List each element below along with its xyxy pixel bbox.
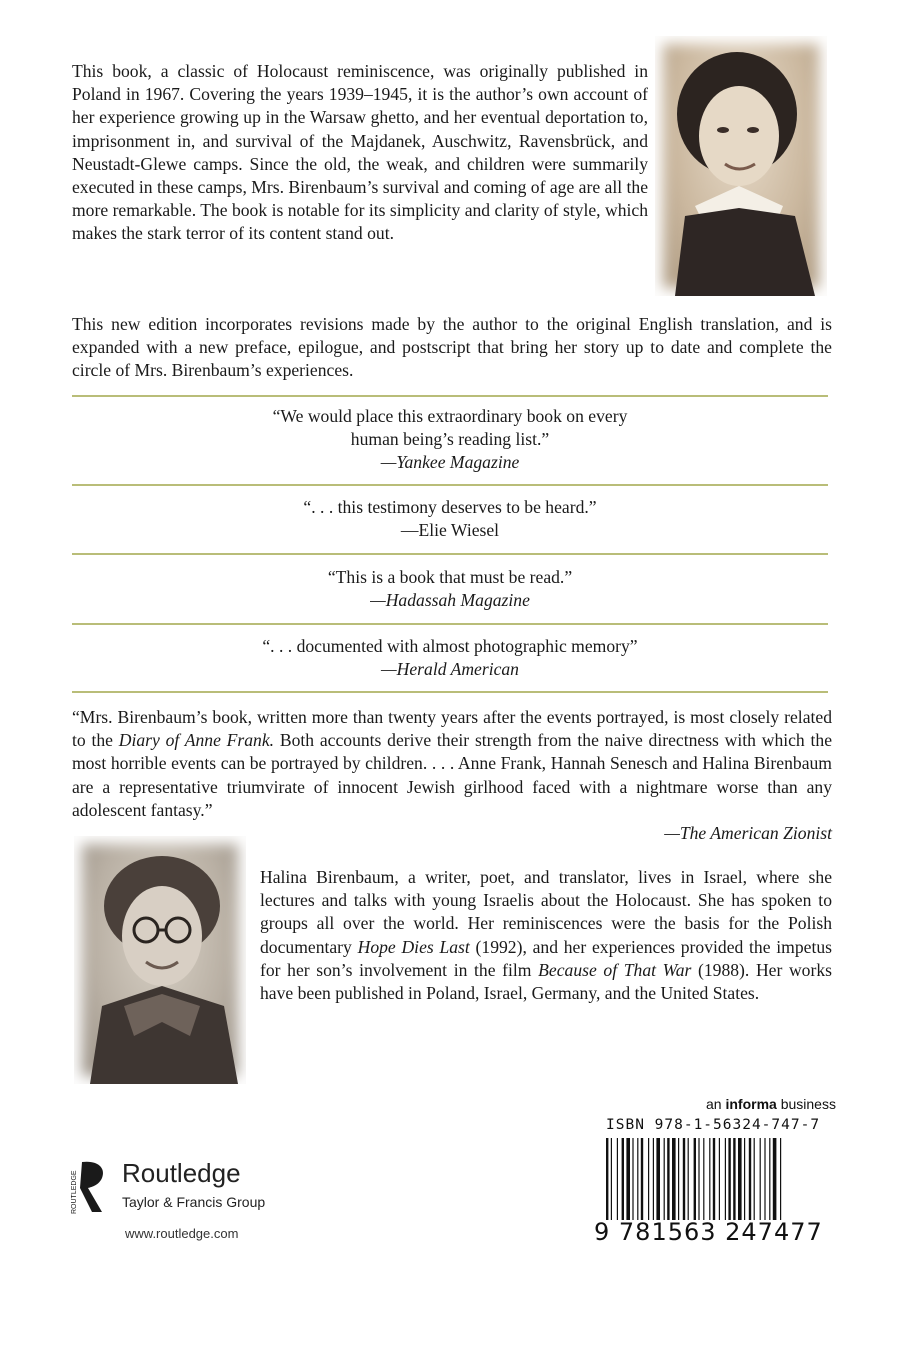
informa-tagline <box>706 1096 836 1112</box>
barcode-bar <box>738 1138 742 1220</box>
quote-text: “. . . documented with almost photographic memory” <box>262 636 638 656</box>
author-photo <box>74 836 246 1084</box>
quote-text: human being’s reading list.” <box>350 429 550 449</box>
divider-rule <box>72 691 828 693</box>
barcode-bar <box>773 1138 777 1220</box>
quote-source: —Hadassah Magazine <box>370 590 530 610</box>
barcode-bar <box>749 1138 751 1220</box>
quote-block <box>72 566 828 612</box>
quote-block <box>72 405 828 474</box>
barcode-bar <box>725 1138 726 1220</box>
barcode-bar <box>632 1138 633 1220</box>
film-title: Hope Dies Last <box>357 936 470 957</box>
barcode-bar <box>606 1138 608 1220</box>
routledge-vertical-text: ROUTLEDGE <box>71 1170 78 1214</box>
barcode-bar <box>719 1138 720 1220</box>
divider-rule <box>72 395 828 397</box>
edition-paragraph: This new edition incorporates revisions made by the author to the original English translation, and is expanded with a new preface, epilogue, and postscript that bring her story up to date and complete the circle of Mrs. Birenbaum’s experiences. <box>72 314 832 381</box>
barcode-bar <box>656 1138 660 1220</box>
barcode-bar <box>713 1138 715 1220</box>
intro-paragraph: This book, a classic of Holocaust reminiscence, was originally published in Poland in 1967. Covering the years 1939–1945, it is the author’s own account of her experience growing up in the Warsaw ghetto, and her eventual deportation to, imprisonment in, and survival of the Majdanek, Auschwitz, Ravensbrück, and Neustadt-Glewe camps. Since the old, the weak, and children were summarily executed in these camps, Mrs. Birenbaum’s survival and coming of age are all the more remarkable. The book is notable for its simplicity and clarity of style, which makes the stark terror of its content stand out. <box>72 61 649 244</box>
barcode-bar <box>733 1138 735 1220</box>
barcode-bar <box>703 1138 704 1220</box>
review-source: —The American Zionist <box>664 823 832 844</box>
divider-rule <box>72 484 828 486</box>
author-bio <box>260 866 832 1005</box>
barcode-bar <box>641 1138 643 1220</box>
film-title: Because of That War <box>538 959 692 980</box>
barcode-bar <box>760 1138 761 1220</box>
barcode-bar <box>622 1138 624 1220</box>
review-quote <box>72 706 832 845</box>
quote-text: “We would place this extraordinary book on every <box>272 406 628 426</box>
publisher-subtitle: Taylor & Francis Group <box>122 1194 266 1210</box>
barcode <box>606 1138 832 1220</box>
publisher-name: Routledge <box>122 1158 241 1188</box>
bio-text: Halina Birenbaum, a writer, poet, and translator, lives in Israel, where she lectures and talks with young Israelis about the Holocaust. She has spoken to groups all over the world. Her reminiscences were the basis for the Polish documentary <box>260 867 832 957</box>
barcode-bar <box>698 1138 699 1220</box>
barcode-bar <box>744 1138 745 1220</box>
quote-source: —Herald American <box>381 659 519 679</box>
informa-suffix: business <box>776 1096 836 1112</box>
quote-block <box>72 635 828 681</box>
bio-text: (1992), and her experiences provided the impetus for her son’s involvement in the film <box>260 936 833 980</box>
barcode-bar <box>764 1138 765 1220</box>
barcode-bar <box>780 1138 781 1220</box>
divider-rule <box>72 553 828 555</box>
review-text: “Mrs. Birenbaum’s book, written more than twenty years after the events portrayed, is most closely related to the <box>72 707 832 751</box>
barcode-bar <box>664 1138 665 1220</box>
barcode-digits: 9 781563 247477 <box>594 1218 823 1246</box>
barcode-bar <box>626 1138 630 1220</box>
quote-source: —Yankee Magazine <box>380 452 520 472</box>
barcode-bar <box>648 1138 649 1220</box>
barcode-bar <box>683 1138 685 1220</box>
barcode-bar <box>694 1138 696 1220</box>
routledge-logo-icon <box>68 1158 112 1216</box>
divider-rule <box>72 623 828 625</box>
quote-text: “This is a book that must be read.” <box>327 567 573 587</box>
review-book-title: Diary of Anne Frank. <box>118 730 275 751</box>
barcode-bar <box>769 1138 770 1220</box>
author-young-photo <box>655 36 827 296</box>
informa-prefix: an <box>706 1096 726 1112</box>
barcode-bar <box>672 1138 676 1220</box>
barcode-bar <box>617 1138 618 1220</box>
quote-text: “. . . this testimony deserves to be heard.” <box>303 497 597 517</box>
barcode-bar <box>637 1138 638 1220</box>
barcode-bar <box>653 1138 654 1220</box>
barcode-bar <box>728 1138 730 1220</box>
quote-block <box>72 496 828 542</box>
barcode-bar <box>754 1138 755 1220</box>
barcode-bar <box>688 1138 689 1220</box>
barcode-bar <box>611 1138 612 1220</box>
isbn-label: ISBN 978-1-56324-747-7 <box>606 1117 821 1133</box>
quote-source: —Elie Wiesel <box>400 520 500 540</box>
publisher-url[interactable]: www.routledge.com <box>125 1226 239 1241</box>
barcode-bar <box>667 1138 669 1220</box>
barcode-bar <box>709 1138 710 1220</box>
bio-text: (1988). Her works have been published in Poland, Israel, Germany, and the United States. <box>260 959 832 1004</box>
barcode-bar <box>678 1138 679 1220</box>
informa-name: informa <box>725 1096 777 1112</box>
review-text: Both accounts derive their strength from the naive directness with which the most horrible events can be portrayed by children. . . . Anne Frank, Hannah Senesch and Halina Birenbaum are a representative triumvirate of innocent Jewish girlhood faced with a nightmare worse than any adolescent fantasy.” <box>72 730 833 820</box>
